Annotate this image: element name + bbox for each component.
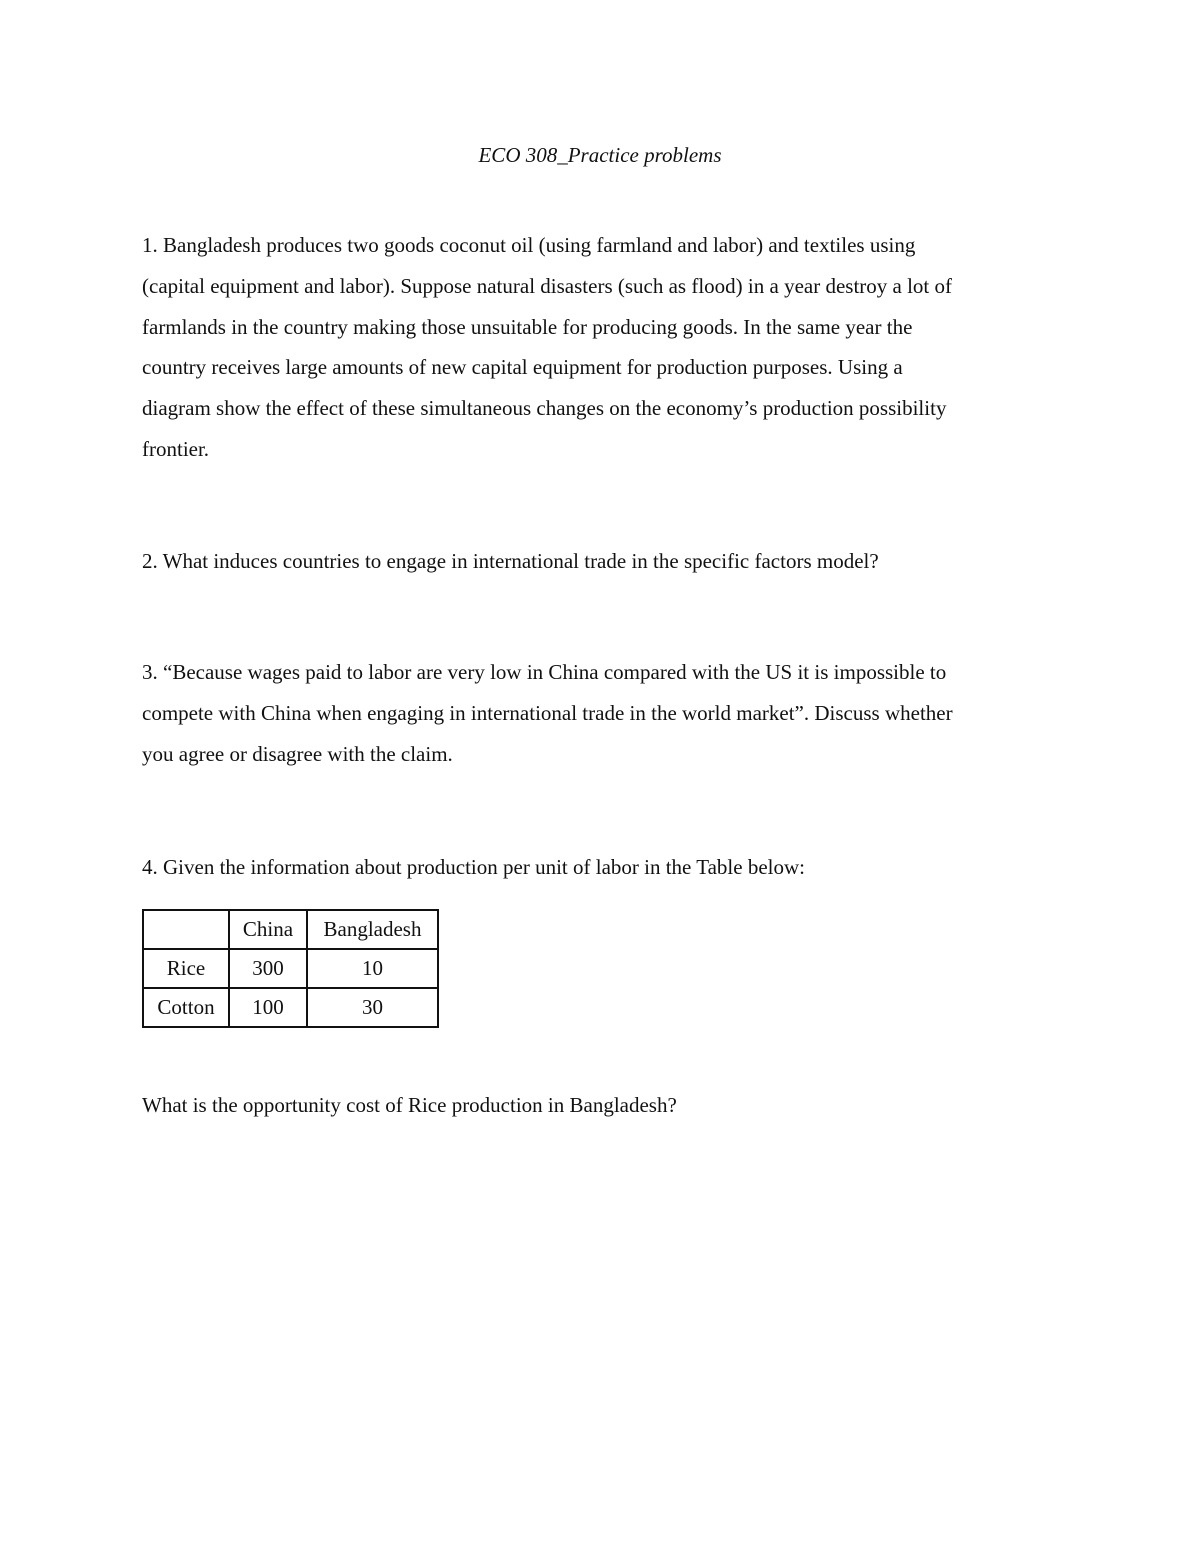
table-cell: Rice (143, 949, 229, 988)
question-1-line: farmlands in the country making those unsuitable for producing goods. In the same year the (142, 314, 913, 339)
question-4-followup (142, 1085, 1062, 1126)
table-header-cell: China (229, 910, 307, 949)
table-row (143, 988, 438, 1027)
question-1 (142, 225, 1062, 470)
question-3 (142, 652, 1062, 774)
question-4-intro (142, 847, 1062, 888)
question-1-line: country receives large amounts of new capital equipment for production purposes. Using a (142, 355, 903, 380)
document-title: ECO 308_Practice problems (478, 143, 722, 167)
question-4-intro-line: 4. Given the information about production per unit of labor in the Table below: (142, 855, 805, 879)
table-header-cell (143, 910, 229, 949)
question-3-line: compete with China when engaging in international trade in the world market”. Discuss whether (142, 700, 953, 725)
table-row (143, 949, 438, 988)
table-header-cell: Bangladesh (307, 910, 438, 949)
question-2 (142, 541, 1062, 582)
question-1-line: frontier. (142, 436, 210, 461)
table-header-row (143, 910, 438, 949)
table-cell: Cotton (143, 988, 229, 1027)
question-4-followup-line: What is the opportunity cost of Rice production in Bangladesh? (142, 1093, 677, 1117)
question-2-line: 2. What induces countries to engage in international trade in the specific factors model? (142, 549, 879, 573)
question-1-line: 1. Bangladesh produces two goods coconut oil (using farmland and labor) and textiles using (142, 233, 916, 257)
question-3-line: you agree or disagree with the claim. (142, 741, 453, 766)
table-cell: 10 (307, 949, 438, 988)
table-cell: 300 (229, 949, 307, 988)
question-3-line: 3. “Because wages paid to labor are very low in China compared with the US it is impossible to (142, 660, 947, 684)
production-table (142, 909, 439, 1028)
table-cell: 100 (229, 988, 307, 1027)
table-cell: 30 (307, 988, 438, 1027)
question-1-line: (capital equipment and labor). Suppose natural disasters (such as flood) in a year destroy a lot of (142, 273, 953, 298)
question-1-line: diagram show the effect of these simultaneous changes on the economy’s production possibility (142, 396, 947, 421)
